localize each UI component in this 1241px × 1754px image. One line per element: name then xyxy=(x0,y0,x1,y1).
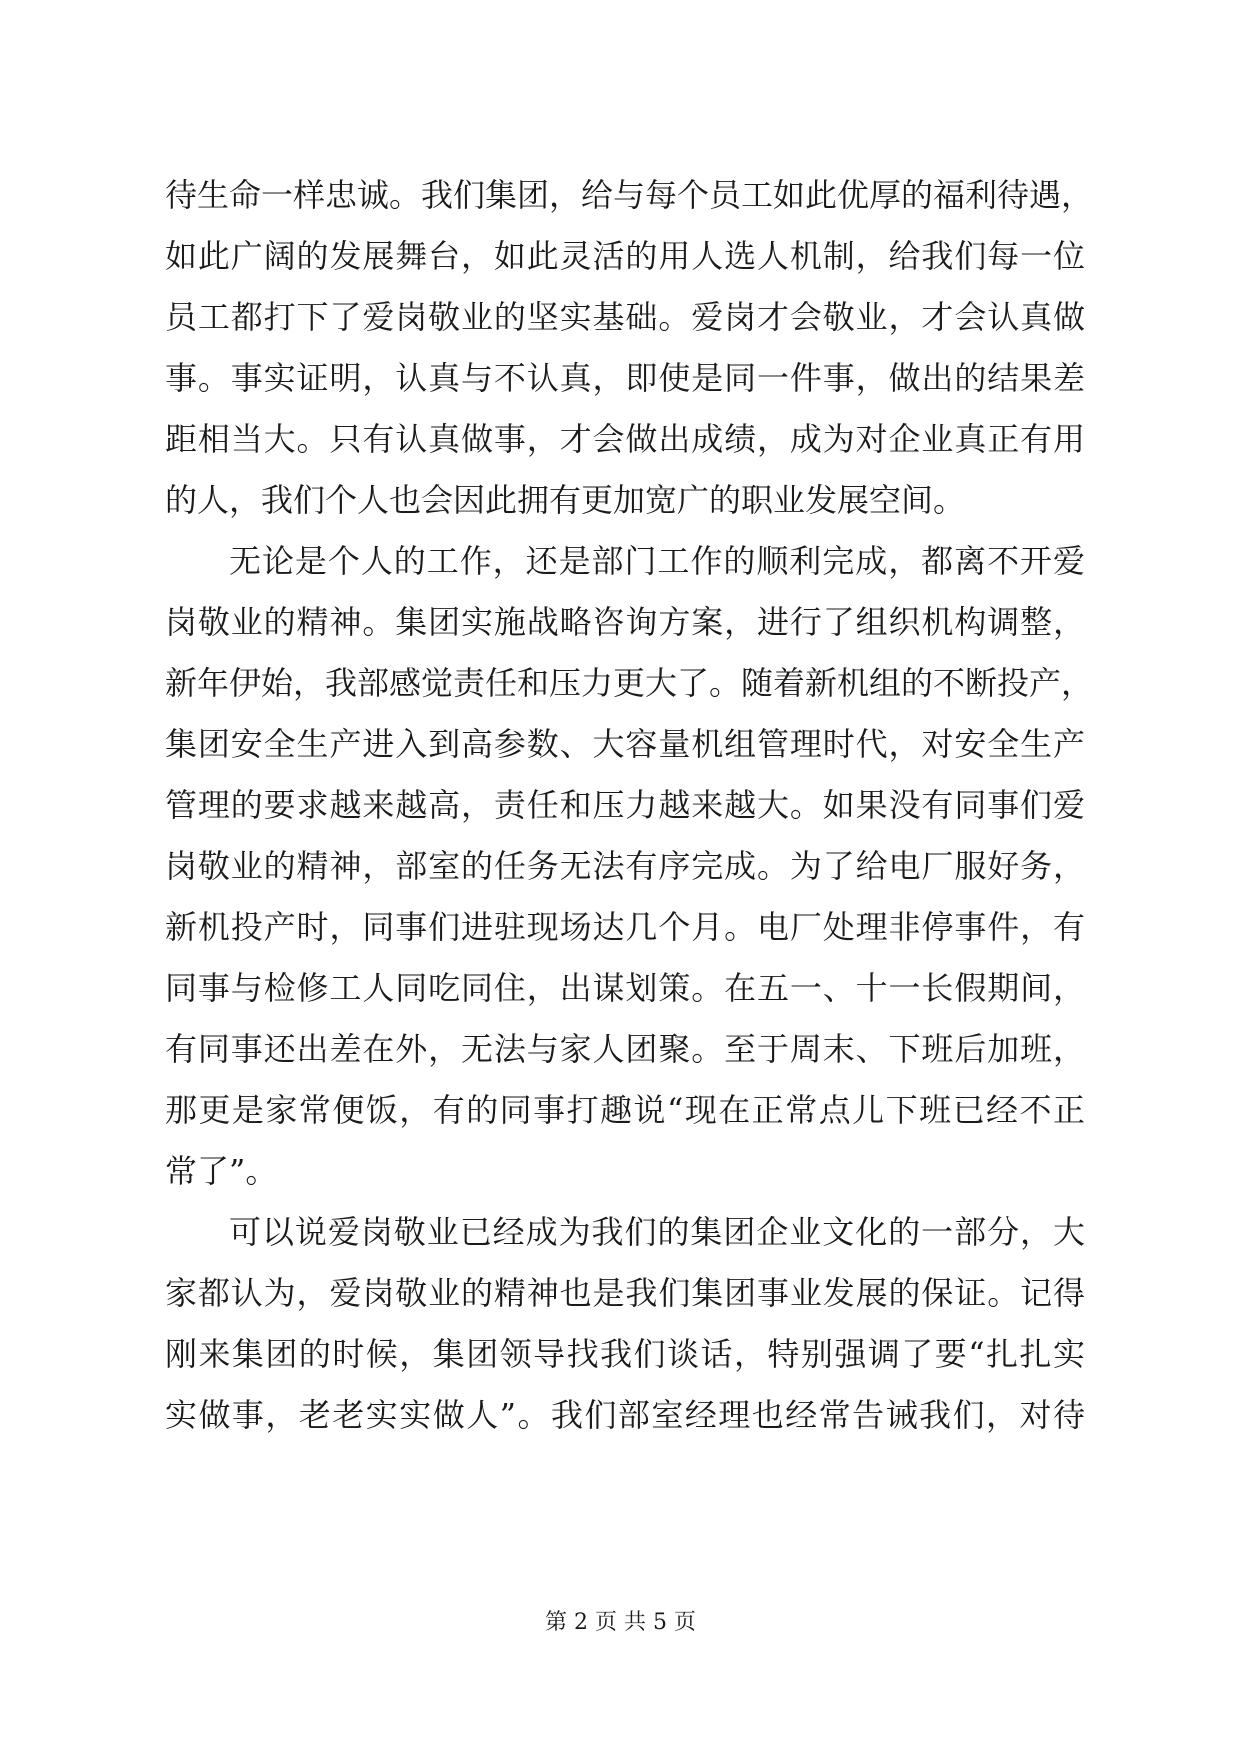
text-line: 的人，我们个人也会因此拥有更加宽广的职业发展空间。 xyxy=(165,481,966,519)
text-line: 距相当大。只有认真做事，才会做出成绩，成为对企业真正有用 xyxy=(165,420,1085,458)
text-line: 事。事实证明，认真与不认真，即使是同一件事，做出的结果差 xyxy=(165,359,1085,397)
paragraph-2 xyxy=(165,531,1094,1202)
text-line: 同事与检修工人同吃同住，出谋划策。在五一、十一长假期间， xyxy=(165,969,1085,1007)
text-line: 实做事，老老实实做人”。我们部室经理也经常告诫我们，对待 xyxy=(165,1396,1085,1434)
text-line: 新年伊始，我部感觉责任和压力更大了。随着新机组的不断投产， xyxy=(165,664,1094,702)
text-line: 刚来集团的时候，集团领导找我们谈话，特别强调了要“扎扎实 xyxy=(165,1335,1085,1373)
text-line: 员工都打下了爱岗敬业的坚实基础。爱岗才会敬业，才会认真做 xyxy=(165,298,1085,336)
text-line: 岗敬业的精神。集团实施战略咨询方案，进行了组织机构调整， xyxy=(165,603,1085,641)
text-line: 新机投产时，同事们进驻现场达几个月。电厂处理非停事件，有 xyxy=(165,908,1085,946)
text-line: 待生命一样忠诚。我们集团，给与每个员工如此优厚的福利待遇， xyxy=(165,176,1094,214)
page-footer xyxy=(0,1608,1241,1638)
paragraph-1 xyxy=(165,165,1094,531)
text-line: 家都认为，爱岗敬业的精神也是我们集团事业发展的保证。记得 xyxy=(165,1274,1085,1312)
text-line: 岗敬业的精神，部室的任务无法有序完成。为了给电厂服好务， xyxy=(165,847,1085,885)
text-line: 无论是个人的工作，还是部门工作的顺利完成，都离不开爱 xyxy=(229,542,1085,580)
document-body xyxy=(165,165,1094,1446)
text-line: 有同事还出差在外，无法与家人团聚。至于周末、下班后加班， xyxy=(165,1030,1085,1068)
text-line: 管理的要求越来越高，责任和压力越来越大。如果没有同事们爱 xyxy=(165,786,1085,824)
text-line: 可以说爱岗敬业已经成为我们的集团企业文化的一部分，大 xyxy=(229,1213,1085,1251)
text-line: 常了”。 xyxy=(165,1152,278,1190)
page-number-label: 第 2 页 共 5 页 xyxy=(545,1610,696,1635)
text-line: 集团安全生产进入到高参数、大容量机组管理时代，对安全生产 xyxy=(165,725,1085,763)
paragraph-3 xyxy=(165,1202,1085,1446)
text-line: 如此广阔的发展舞台，如此灵活的用人选人机制，给我们每一位 xyxy=(165,237,1085,275)
text-line: 那更是家常便饭，有的同事打趣说“现在正常点儿下班已经不正 xyxy=(165,1091,1085,1129)
